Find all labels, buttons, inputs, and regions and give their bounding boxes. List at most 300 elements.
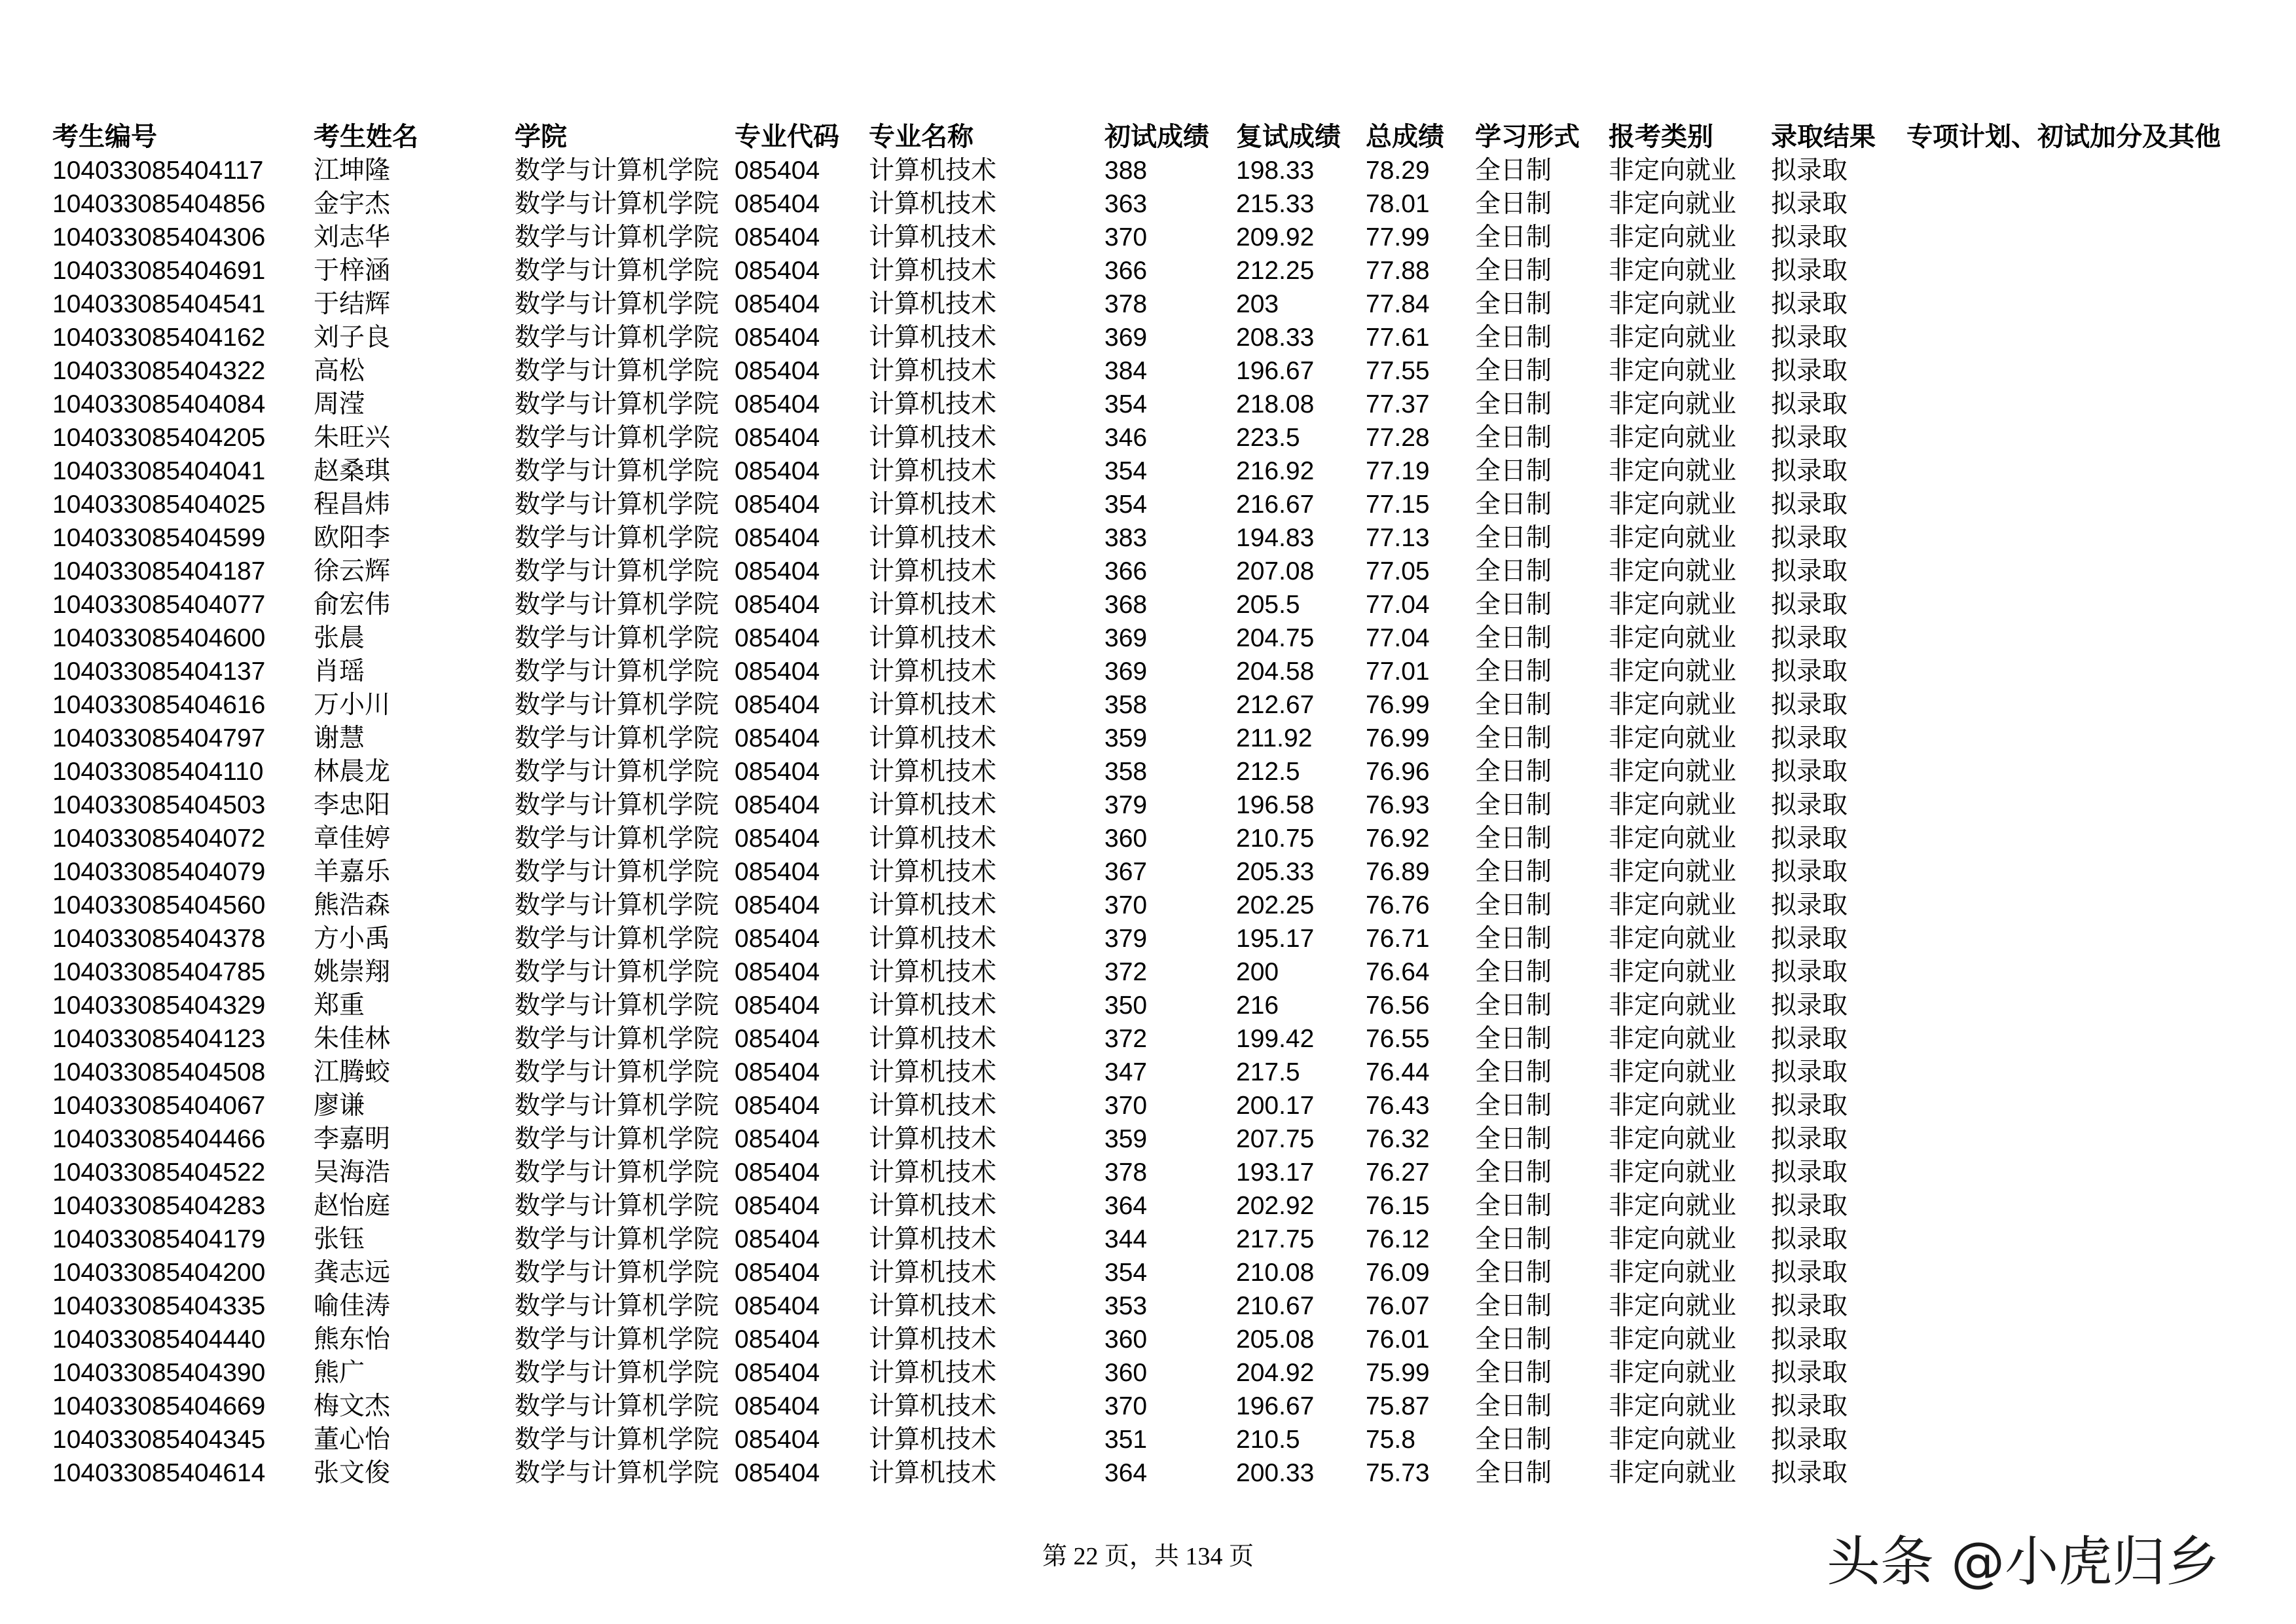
table-cell: 369: [1104, 323, 1148, 352]
table-cell: 085404: [735, 958, 820, 986]
table-cell: 77.01: [1366, 657, 1430, 686]
table-cell: 拟录取: [1771, 1158, 1848, 1187]
table-cell: 全日制: [1475, 290, 1552, 318]
table-cell: 全日制: [1475, 1426, 1552, 1454]
table-cell: 数学与计算机学院: [515, 1392, 720, 1420]
table-cell: 计算机技术: [869, 390, 997, 418]
header-cell: 总成绩: [1366, 122, 1444, 151]
table-cell: 张晨: [314, 624, 365, 652]
table-cell: 计算机技术: [869, 691, 997, 719]
table-cell: 全日制: [1475, 390, 1552, 418]
table-cell: 全日制: [1475, 257, 1552, 285]
table-cell: 非定向就业: [1609, 257, 1737, 285]
table-cell: 羊嘉乐: [314, 858, 391, 886]
table-cell: 非定向就业: [1609, 457, 1737, 485]
table-cell: 76.07: [1366, 1292, 1430, 1320]
table-cell: 104033085404335: [52, 1292, 266, 1320]
table-cell: 张钰: [314, 1225, 365, 1253]
table-cell: 于梓涵: [314, 257, 391, 285]
table-cell: 董心怡: [314, 1426, 391, 1454]
header-cell: 初试成绩: [1104, 122, 1209, 151]
table-cell: 204.75: [1236, 624, 1315, 652]
header-cell: 专业代码: [735, 122, 839, 151]
table-cell: 085404: [735, 524, 820, 552]
table-cell: 拟录取: [1771, 1292, 1848, 1320]
table-cell: 104033085404067: [52, 1092, 266, 1120]
table-cell: 数学与计算机学院: [515, 958, 720, 986]
table-cell: 朱旺兴: [314, 424, 391, 452]
table-cell: 全日制: [1475, 758, 1552, 786]
table-cell: 384: [1104, 357, 1148, 385]
table-cell: 熊东怡: [314, 1325, 391, 1354]
table-cell: 全日制: [1475, 1058, 1552, 1086]
table-cell: 78.29: [1366, 157, 1430, 185]
table-cell: 77.99: [1366, 223, 1430, 251]
table-row: [0, 955, 2296, 989]
table-cell: 拟录取: [1771, 223, 1848, 251]
table-cell: 203: [1236, 290, 1279, 318]
table-cell: 216.67: [1236, 490, 1315, 519]
table-cell: 计算机技术: [869, 1259, 997, 1287]
table-cell: 数学与计算机学院: [515, 357, 720, 385]
table-cell: 非定向就业: [1609, 1092, 1737, 1120]
table-cell: 非定向就业: [1609, 223, 1737, 251]
table-cell: 计算机技术: [869, 223, 997, 251]
table-row: [0, 1390, 2296, 1423]
table-cell: 拟录取: [1771, 657, 1848, 686]
table-cell: 非定向就业: [1609, 1158, 1737, 1187]
table-cell: 全日制: [1475, 925, 1552, 953]
table-cell: 计算机技术: [869, 1325, 997, 1354]
table-cell: 数学与计算机学院: [515, 1325, 720, 1354]
table-cell: 085404: [735, 257, 820, 285]
table-cell: 非定向就业: [1609, 290, 1737, 318]
table-cell: 104033085404541: [52, 290, 266, 318]
table-cell: 104033085404503: [52, 791, 266, 819]
table-cell: 数学与计算机学院: [515, 657, 720, 686]
table-cell: 104033085404200: [52, 1259, 266, 1287]
table-cell: 085404: [735, 390, 820, 418]
table-cell: 赵桑琪: [314, 457, 391, 485]
table-cell: 104033085404508: [52, 1058, 266, 1086]
table-cell: 数学与计算机学院: [515, 791, 720, 819]
table-cell: 非定向就业: [1609, 958, 1737, 986]
table-cell: 数学与计算机学院: [515, 1292, 720, 1320]
table-cell: 76.64: [1366, 958, 1430, 986]
table-cell: 数学与计算机学院: [515, 257, 720, 285]
table-cell: 拟录取: [1771, 891, 1848, 919]
table-cell: 085404: [735, 591, 820, 619]
table-cell: 085404: [735, 1125, 820, 1153]
table-cell: 计算机技术: [869, 657, 997, 686]
table-cell: 104033085404041: [52, 457, 266, 485]
table-cell: 拟录取: [1771, 1426, 1848, 1454]
table-cell: 计算机技术: [869, 591, 997, 619]
table-cell: 085404: [735, 1225, 820, 1253]
table-cell: 张文俊: [314, 1459, 391, 1487]
table-cell: 346: [1104, 424, 1148, 452]
table-cell: 77.37: [1366, 390, 1430, 418]
table-cell: 198.33: [1236, 157, 1315, 185]
table-cell: 369: [1104, 657, 1148, 686]
table-cell: 数学与计算机学院: [515, 824, 720, 853]
table-cell: 非定向就业: [1609, 791, 1737, 819]
table-cell: 085404: [735, 1392, 820, 1420]
table-cell: 拟录取: [1771, 1325, 1848, 1354]
table-cell: 212.5: [1236, 758, 1300, 786]
table-cell: 350: [1104, 991, 1148, 1020]
table-cell: 吴海浩: [314, 1158, 391, 1187]
table-cell: 085404: [735, 357, 820, 385]
table-cell: 拟录取: [1771, 157, 1848, 185]
table-cell: 353: [1104, 1292, 1148, 1320]
table-cell: 202.92: [1236, 1192, 1315, 1220]
table-cell: 数学与计算机学院: [515, 624, 720, 652]
table-row: [0, 1356, 2296, 1390]
table-cell: 计算机技术: [869, 1392, 997, 1420]
table-cell: 104033085404440: [52, 1325, 266, 1354]
table-cell: 拟录取: [1771, 1392, 1848, 1420]
table-row: [0, 1122, 2296, 1156]
table-cell: 全日制: [1475, 1125, 1552, 1153]
table-cell: 计算机技术: [869, 157, 997, 185]
table-cell: 196.67: [1236, 1392, 1315, 1420]
table-cell: 全日制: [1475, 157, 1552, 185]
table-cell: 非定向就业: [1609, 591, 1737, 619]
table-cell: 计算机技术: [869, 290, 997, 318]
table-cell: 77.04: [1366, 624, 1430, 652]
table-cell: 104033085404329: [52, 991, 266, 1020]
table-cell: 数学与计算机学院: [515, 724, 720, 752]
table-cell: 76.27: [1366, 1158, 1430, 1187]
table-row: [0, 488, 2296, 521]
table-cell: 212.67: [1236, 691, 1315, 719]
table-cell: 非定向就业: [1609, 424, 1737, 452]
table-cell: 非定向就业: [1609, 1359, 1737, 1387]
table-cell: 计算机技术: [869, 557, 997, 585]
table-cell: 梅文杰: [314, 1392, 391, 1420]
table-row: [0, 1323, 2296, 1356]
table-cell: 378: [1104, 290, 1148, 318]
table-cell: 75.87: [1366, 1392, 1430, 1420]
table-cell: 非定向就业: [1609, 190, 1737, 218]
table-cell: 370: [1104, 1392, 1148, 1420]
table-cell: 347: [1104, 1058, 1148, 1086]
table-cell: 358: [1104, 758, 1148, 786]
table-cell: 龚志远: [314, 1259, 391, 1287]
table-cell: 085404: [735, 724, 820, 752]
table-cell: 210.67: [1236, 1292, 1315, 1320]
header-cell: 专业名称: [869, 122, 974, 151]
table-row: [0, 588, 2296, 621]
table-cell: 全日制: [1475, 557, 1552, 585]
table-cell: 216.92: [1236, 457, 1315, 485]
table-cell: 非定向就业: [1609, 1459, 1737, 1487]
table-cell: 104033085404025: [52, 490, 266, 519]
table-cell: 欧阳李: [314, 524, 391, 552]
table-cell: 计算机技术: [869, 1459, 997, 1487]
table-cell: 104033085404856: [52, 190, 266, 218]
table-cell: 77.84: [1366, 290, 1430, 318]
table-cell: 计算机技术: [869, 791, 997, 819]
table-cell: 085404: [735, 424, 820, 452]
table-cell: 数学与计算机学院: [515, 1192, 720, 1220]
table-cell: 计算机技术: [869, 257, 997, 285]
table-cell: 76.99: [1366, 691, 1430, 719]
table-cell: 全日制: [1475, 1392, 1552, 1420]
table-cell: 拟录取: [1771, 824, 1848, 853]
table-cell: 俞宏伟: [314, 591, 391, 619]
table-cell: 数学与计算机学院: [515, 524, 720, 552]
table-cell: 104033085404179: [52, 1225, 266, 1253]
table-cell: 数学与计算机学院: [515, 290, 720, 318]
table-cell: 姚崇翔: [314, 958, 391, 986]
table-cell: 非定向就业: [1609, 1225, 1737, 1253]
table-cell: 218.08: [1236, 390, 1315, 418]
table-cell: 拟录取: [1771, 724, 1848, 752]
table-cell: 085404: [735, 1058, 820, 1086]
table-row: [0, 755, 2296, 788]
table-cell: 非定向就业: [1609, 1259, 1737, 1287]
table-cell: 数学与计算机学院: [515, 323, 720, 352]
table-cell: 76.99: [1366, 724, 1430, 752]
table-cell: 195.17: [1236, 925, 1315, 953]
table-cell: 李嘉明: [314, 1125, 391, 1153]
table-cell: 拟录取: [1771, 1259, 1848, 1287]
table-cell: 76.09: [1366, 1259, 1430, 1287]
table-cell: 计算机技术: [869, 724, 997, 752]
table-cell: 计算机技术: [869, 1092, 997, 1120]
table-cell: 085404: [735, 457, 820, 485]
table-row: [0, 321, 2296, 354]
table-cell: 拟录取: [1771, 1459, 1848, 1487]
table-cell: 205.5: [1236, 591, 1300, 619]
table-cell: 拟录取: [1771, 190, 1848, 218]
table-header: [0, 120, 2296, 154]
table-cell: 085404: [735, 490, 820, 519]
table-cell: 383: [1104, 524, 1148, 552]
table-cell: 207.08: [1236, 557, 1315, 585]
table-cell: 非定向就业: [1609, 824, 1737, 853]
table-cell: 林晨龙: [314, 758, 391, 786]
table-cell: 数学与计算机学院: [515, 190, 720, 218]
table-cell: 085404: [735, 1259, 820, 1287]
table-cell: 计算机技术: [869, 457, 997, 485]
table-cell: 郑重: [314, 991, 365, 1020]
table-row: [0, 221, 2296, 254]
table-cell: 拟录取: [1771, 1225, 1848, 1253]
table-cell: 江坤隆: [314, 157, 391, 185]
table-cell: 非定向就业: [1609, 390, 1737, 418]
table-cell: 223.5: [1236, 424, 1300, 452]
table-row: [0, 354, 2296, 388]
table-cell: 全日制: [1475, 1158, 1552, 1187]
table-cell: 全日制: [1475, 490, 1552, 519]
table-cell: 085404: [735, 925, 820, 953]
table-cell: 非定向就业: [1609, 1025, 1737, 1053]
table-cell: 085404: [735, 1192, 820, 1220]
table-cell: 数学与计算机学院: [515, 157, 720, 185]
table-cell: 363: [1104, 190, 1148, 218]
table-cell: 76.12: [1366, 1225, 1430, 1253]
table-cell: 计算机技术: [869, 1058, 997, 1086]
table-cell: 359: [1104, 1125, 1148, 1153]
table-cell: 085404: [735, 323, 820, 352]
table-cell: 于结辉: [314, 290, 391, 318]
table-cell: 76.92: [1366, 824, 1430, 853]
table-cell: 204.92: [1236, 1359, 1315, 1387]
table-cell: 数学与计算机学院: [515, 1092, 720, 1120]
table-cell: 372: [1104, 958, 1148, 986]
table-row: [0, 788, 2296, 822]
table-cell: 104033085404205: [52, 424, 266, 452]
table-cell: 拟录取: [1771, 424, 1848, 452]
table-row: [0, 1289, 2296, 1323]
table-cell: 非定向就业: [1609, 1292, 1737, 1320]
table-cell: 77.55: [1366, 357, 1430, 385]
table-cell: 085404: [735, 557, 820, 585]
table-cell: 计算机技术: [869, 1025, 997, 1053]
table-cell: 计算机技术: [869, 524, 997, 552]
table-cell: 数学与计算机学院: [515, 457, 720, 485]
table-cell: 拟录取: [1771, 357, 1848, 385]
table-row: [0, 454, 2296, 488]
table-cell: 085404: [735, 1426, 820, 1454]
table-row: [0, 855, 2296, 889]
table-cell: 77.04: [1366, 591, 1430, 619]
table-row: [0, 822, 2296, 855]
table-cell: 085404: [735, 1092, 820, 1120]
table-cell: 360: [1104, 824, 1148, 853]
table-cell: 359: [1104, 724, 1148, 752]
table-cell: 217.75: [1236, 1225, 1315, 1253]
table-cell: 拟录取: [1771, 691, 1848, 719]
table-cell: 计算机技术: [869, 991, 997, 1020]
table-row: [0, 555, 2296, 588]
table-cell: 104033085404072: [52, 824, 266, 853]
table-cell: 104033085404079: [52, 858, 266, 886]
table-cell: 104033085404077: [52, 591, 266, 619]
table-cell: 数学与计算机学院: [515, 758, 720, 786]
table-cell: 379: [1104, 925, 1148, 953]
table-cell: 211.92: [1236, 724, 1313, 752]
table-cell: 104033085404522: [52, 1158, 266, 1187]
table-cell: 数学与计算机学院: [515, 858, 720, 886]
table-cell: 366: [1104, 257, 1148, 285]
table-cell: 75.73: [1366, 1459, 1430, 1487]
table-cell: 085404: [735, 1359, 820, 1387]
table-cell: 非定向就业: [1609, 524, 1737, 552]
table-row: [0, 421, 2296, 454]
table-cell: 非定向就业: [1609, 691, 1737, 719]
table-cell: 370: [1104, 1092, 1148, 1120]
table-cell: 数学与计算机学院: [515, 691, 720, 719]
table-cell: 非定向就业: [1609, 891, 1737, 919]
table-row: [0, 655, 2296, 688]
table-cell: 360: [1104, 1359, 1148, 1387]
table-cell: 77.13: [1366, 524, 1430, 552]
table-cell: 方小禹: [314, 925, 391, 953]
table-cell: 拟录取: [1771, 257, 1848, 285]
table-cell: 378: [1104, 1158, 1148, 1187]
table-cell: 104033085404390: [52, 1359, 266, 1387]
table-cell: 104033085404614: [52, 1459, 266, 1487]
table-cell: 215.33: [1236, 190, 1315, 218]
table-cell: 196.58: [1236, 791, 1315, 819]
table-cell: 全日制: [1475, 1092, 1552, 1120]
table-cell: 104033085404560: [52, 891, 266, 919]
table-cell: 数学与计算机学院: [515, 891, 720, 919]
table-cell: 计算机技术: [869, 1426, 997, 1454]
table-row: [0, 1022, 2296, 1056]
table-row: [0, 287, 2296, 321]
table-cell: 210.75: [1236, 824, 1315, 853]
table-cell: 全日制: [1475, 657, 1552, 686]
table-cell: 全日制: [1475, 591, 1552, 619]
table-cell: 计算机技术: [869, 490, 997, 519]
table-cell: 344: [1104, 1225, 1148, 1253]
table-cell: 085404: [735, 824, 820, 853]
table-cell: 计算机技术: [869, 624, 997, 652]
table-row: [0, 688, 2296, 722]
table-cell: 拟录取: [1771, 557, 1848, 585]
table-cell: 计算机技术: [869, 925, 997, 953]
header-cell: 录取结果: [1771, 122, 1876, 151]
table-cell: 拟录取: [1771, 1025, 1848, 1053]
table-cell: 085404: [735, 290, 820, 318]
table-row: [0, 388, 2296, 421]
table-cell: 77.61: [1366, 323, 1430, 352]
table-cell: 085404: [735, 657, 820, 686]
table-cell: 370: [1104, 223, 1148, 251]
table-cell: 拟录取: [1771, 591, 1848, 619]
table-cell: 085404: [735, 758, 820, 786]
table-cell: 76.71: [1366, 925, 1430, 953]
table-cell: 全日制: [1475, 691, 1552, 719]
table-cell: 196.67: [1236, 357, 1315, 385]
table-cell: 计算机技术: [869, 357, 997, 385]
table-cell: 104033085404616: [52, 691, 266, 719]
table-cell: 76.55: [1366, 1025, 1430, 1053]
table-cell: 104033085404162: [52, 323, 266, 352]
table-cell: 104033085404669: [52, 1392, 266, 1420]
table-cell: 104033085404466: [52, 1125, 266, 1153]
table-cell: 364: [1104, 1459, 1148, 1487]
table-cell: 拟录取: [1771, 1192, 1848, 1220]
table-row: [0, 1189, 2296, 1223]
table-cell: 全日制: [1475, 1259, 1552, 1287]
table-cell: 209.92: [1236, 223, 1315, 251]
table-cell: 非定向就业: [1609, 925, 1737, 953]
table-cell: 拟录取: [1771, 390, 1848, 418]
table-cell: 085404: [735, 1459, 820, 1487]
table-cell: 拟录取: [1771, 958, 1848, 986]
table-cell: 数学与计算机学院: [515, 1125, 720, 1153]
table-cell: 非定向就业: [1609, 323, 1737, 352]
table-cell: 085404: [735, 1158, 820, 1187]
table-cell: 104033085404110: [52, 758, 264, 786]
table-row: [0, 1456, 2296, 1490]
table-cell: 拟录取: [1771, 524, 1848, 552]
table-cell: 全日制: [1475, 457, 1552, 485]
table-cell: 非定向就业: [1609, 357, 1737, 385]
table-row: [0, 922, 2296, 955]
table-cell: 高松: [314, 357, 365, 385]
table-cell: 085404: [735, 624, 820, 652]
table-cell: 77.19: [1366, 457, 1430, 485]
table-cell: 刘子良: [314, 323, 391, 352]
table-cell: 计算机技术: [869, 190, 997, 218]
